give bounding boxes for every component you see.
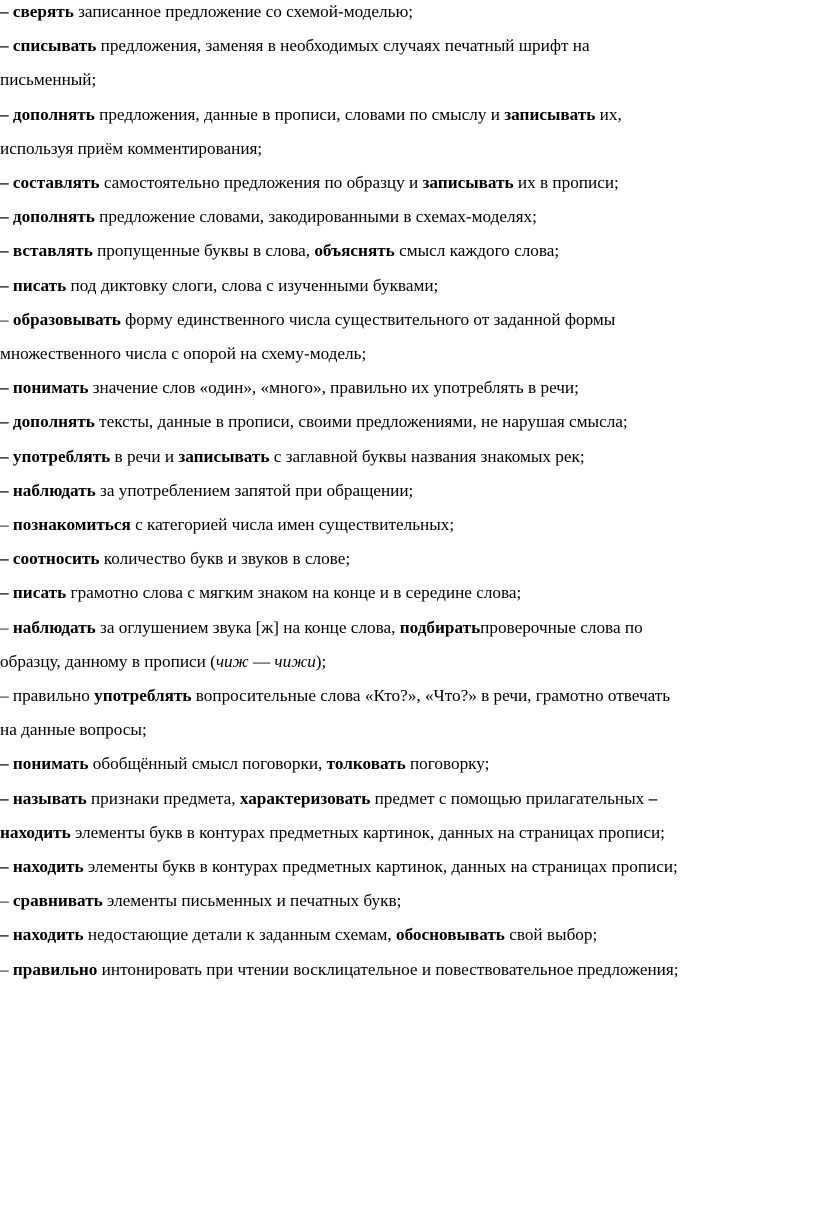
bold-verb: записывать	[422, 173, 514, 193]
bold-verb: характеризовать	[239, 788, 371, 808]
bold-verb: – понимать	[0, 378, 89, 398]
bold-verb: записывать	[504, 104, 596, 124]
text-span: элементы букв в контурах предметных картинок, данных на страницах прописи;	[83, 857, 678, 877]
text-span: элементы письменных и печатных букв;	[102, 891, 402, 911]
bold-verb: – писать	[0, 275, 67, 295]
bold-verb: обосновывать	[395, 925, 505, 945]
bold-verb: толковать	[326, 754, 406, 774]
text-span: вопросительные слова «Кто?», «Что?» в речи, грамотно отвечать	[191, 686, 671, 706]
text-span: проверочные слова по	[480, 617, 643, 637]
bold-verb: познакомиться	[12, 515, 131, 535]
text-line	[0, 269, 812, 303]
text-line	[0, 782, 812, 816]
text-line	[0, 29, 812, 63]
text-line	[0, 98, 812, 132]
text-line	[0, 918, 812, 952]
text-span: признаки предмета,	[86, 788, 240, 808]
text-line	[0, 953, 812, 987]
text-span: недостающие детали к заданным схемам,	[83, 925, 396, 945]
text-span: предложения, заменяя в необходимых случаях печатный шрифт на	[96, 36, 590, 56]
text-span: –	[0, 891, 13, 911]
text-span: –	[0, 515, 13, 535]
text-line	[0, 679, 812, 713]
text-span: );	[315, 651, 327, 671]
text-span: письменный;	[0, 70, 97, 90]
text-span: используя приём комментирования;	[0, 138, 263, 158]
bold-verb: – писать	[0, 583, 67, 603]
text-span: пропущенные буквы в слова,	[92, 241, 315, 261]
text-span: в речи и	[110, 446, 179, 466]
text-span: значение слов «один», «много», правильно их употреблять в речи;	[88, 378, 579, 398]
text-line	[0, 816, 812, 850]
bold-verb: –	[644, 788, 658, 808]
text-span: —	[248, 651, 275, 671]
text-line	[0, 337, 812, 371]
text-span: количество букв и звуков в слове;	[99, 549, 351, 569]
bold-verb: – употреблять	[0, 446, 111, 466]
text-span: на данные вопросы;	[0, 720, 147, 740]
text-line	[0, 166, 812, 200]
text-span: предложение словами, закодированными в схемах-моделях;	[94, 207, 537, 227]
text-span: образцу, данному в прописи (	[0, 651, 216, 671]
bold-verb: – сверять	[0, 2, 74, 21]
bold-verb: – наблюдать	[0, 480, 96, 500]
bold-verb: употреблять	[94, 686, 192, 706]
text-line	[0, 200, 812, 234]
text-span: за оглушением звука [ж] на конце слова,	[95, 617, 400, 637]
bold-verb: образовывать	[12, 309, 121, 329]
text-span: за употреблением запятой при обращении;	[95, 480, 414, 500]
bold-verb: – находить	[0, 925, 84, 945]
bold-verb: – вставлять	[0, 241, 93, 261]
text-line	[0, 645, 812, 679]
text-span: форму единственного числа существительного от заданной формы	[120, 309, 616, 329]
bold-verb: – понимать	[0, 754, 89, 774]
text-span: записанное предложение со схемой-моделью;	[73, 2, 414, 21]
text-span: – правильно	[0, 686, 95, 706]
text-span: самостоятельно предложения по образцу и	[99, 173, 423, 193]
text-line	[0, 371, 812, 405]
bold-verb: – называть	[0, 788, 87, 808]
text-span: с заглавной буквы названия знакомых рек;	[269, 446, 585, 466]
text-line	[0, 63, 812, 97]
text-span: множественного числа с опорой на схему-модель;	[0, 344, 367, 364]
bold-verb: – находить	[0, 857, 84, 877]
text-span: грамотно слова с мягким знаком на конце и в середине слова;	[66, 583, 522, 603]
text-span: с категорией числа имен существительных;	[130, 515, 455, 535]
bold-verb: – дополнять	[0, 207, 95, 227]
bold-verb: сравнивать	[12, 891, 103, 911]
text-line	[0, 303, 812, 337]
bold-verb: правильно	[12, 959, 98, 979]
text-span: интонировать при чтении восклицательное и повествовательное предложения;	[97, 959, 679, 979]
bold-verb: – соотносить	[0, 549, 100, 569]
text-line	[0, 508, 812, 542]
text-line	[0, 234, 812, 268]
text-span: предложения, данные в прописи, словами по смыслу и	[94, 104, 505, 124]
text-line	[0, 405, 812, 439]
text-line	[0, 474, 812, 508]
text-line	[0, 576, 812, 610]
text-line	[0, 713, 812, 747]
bold-verb: записывать	[178, 446, 270, 466]
italic-example: чижи	[274, 651, 316, 671]
text-span: под диктовку слоги, слова с изученными буквами;	[66, 275, 439, 295]
bold-verb: – составлять	[0, 173, 100, 193]
text-line	[0, 542, 812, 576]
text-line	[0, 440, 812, 474]
text-line	[0, 850, 812, 884]
text-span: тексты, данные в прописи, своими предложениями, не нарушая смысла;	[94, 412, 628, 432]
text-span: –	[0, 309, 13, 329]
text-span: обобщённый смысл поговорки,	[88, 754, 327, 774]
bold-verb: – списывать	[0, 36, 97, 56]
text-span: элементы букв в контурах предметных картинок, данных на страницах прописи;	[70, 822, 665, 842]
bold-verb: находить	[0, 822, 71, 842]
text-line	[0, 884, 812, 918]
text-line	[0, 0, 812, 29]
bold-verb: – дополнять	[0, 412, 95, 432]
bold-verb: наблюдать	[12, 617, 96, 637]
text-line	[0, 132, 812, 166]
text-line	[0, 747, 812, 781]
bold-verb: объяснять	[314, 241, 395, 261]
text-span: их в прописи;	[513, 173, 619, 193]
text-line	[0, 611, 812, 645]
bold-verb: – дополнять	[0, 104, 95, 124]
italic-example: чиж	[215, 651, 249, 671]
text-span: поговорку;	[405, 754, 490, 774]
text-span: их,	[595, 104, 622, 124]
text-span: –	[0, 959, 13, 979]
text-span: смысл каждого слова;	[394, 241, 560, 261]
text-span: предмет с помощью прилагательных	[370, 788, 645, 808]
text-span: –	[0, 617, 13, 637]
bold-verb: подбирать	[399, 617, 481, 637]
text-span: свой выбор;	[504, 925, 598, 945]
